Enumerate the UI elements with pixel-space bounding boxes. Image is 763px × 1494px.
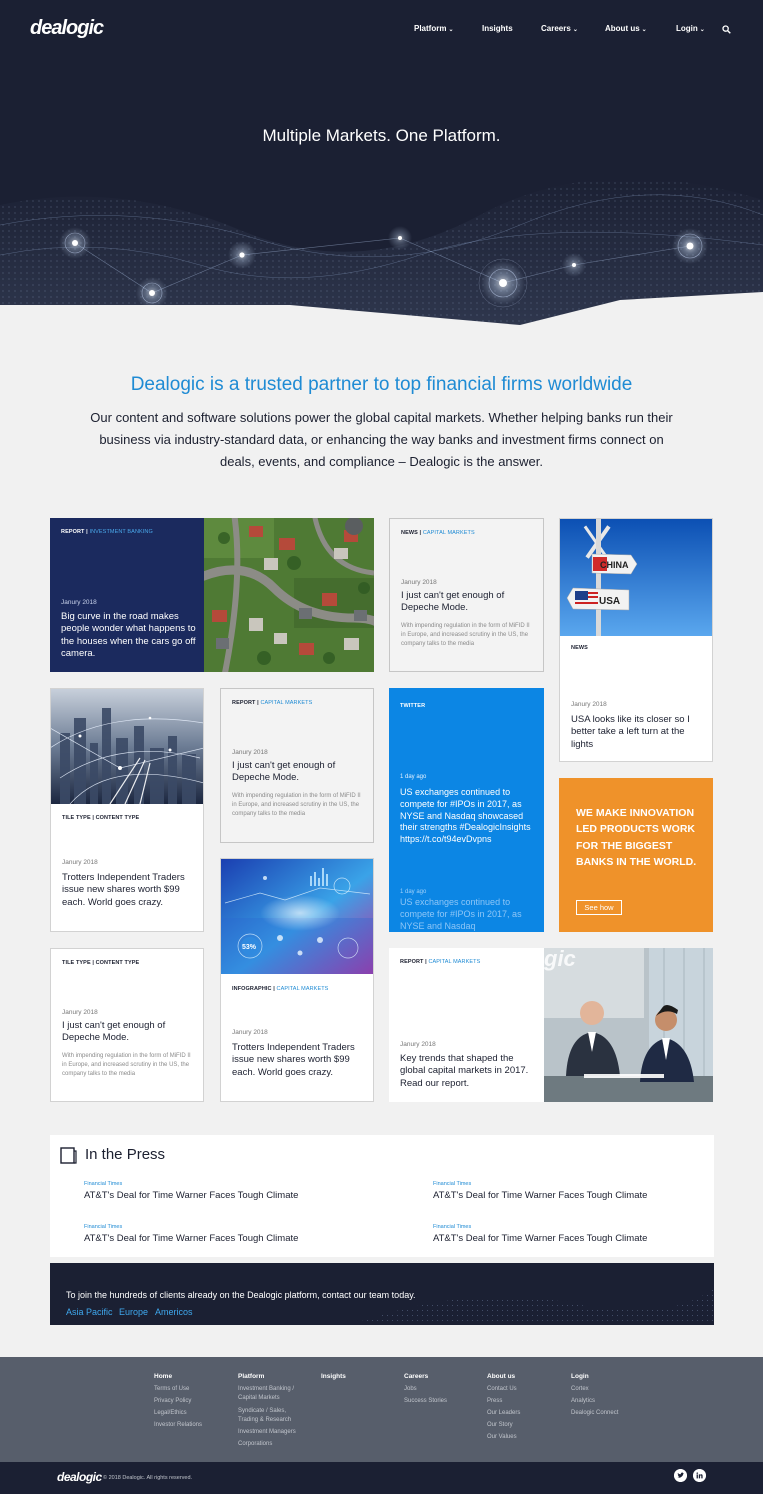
tile-infographic[interactable]: [220, 858, 374, 1102]
footer-link[interactable]: Privacy Policy: [154, 1398, 192, 1404]
tile-date: Janury 2018: [400, 1041, 436, 1048]
press-title: In the Press: [85, 1146, 166, 1163]
infographic-badge: 53%: [242, 944, 257, 951]
tweet-text: US exchanges continued to compete for #IPOs in 2017, as NYSE and Nasdaq: [400, 897, 522, 931]
chevron-down-icon: ⌄: [448, 27, 454, 33]
infographic-photo: [220, 858, 374, 974]
chevron-down-icon: ⌄: [572, 27, 578, 33]
tile-headline: I just can't get enough of Depeche Mode.: [401, 590, 505, 614]
press-headline-link[interactable]: AT&T's Deal for Time Warner Faces Tough Climate: [84, 1190, 299, 1201]
tweet-time: 1 day ago: [400, 889, 427, 895]
footer-link[interactable]: Jobs: [404, 1386, 417, 1392]
newspaper-icon: [60, 1147, 77, 1164]
tile-headline: Key trends that shaped the global capital markets in 2017. Read our report.: [400, 1053, 529, 1089]
chevron-down-icon: ⌄: [699, 27, 705, 33]
press-source: Financial Times: [433, 1224, 472, 1230]
footer-heading-platform[interactable]: Platform: [238, 1373, 265, 1380]
tagline: Dealogic is a trusted partner to top financial firms worldwide: [130, 374, 633, 395]
footer-link[interactable]: Trading & Research: [238, 1417, 292, 1423]
tile-date: Janury 2018: [61, 599, 97, 606]
footer-link[interactable]: Success Stories: [404, 1398, 448, 1404]
tile-summary: With impending regulation in the form of MiFID II in Europe, and increased scrutiny in the US, the company talks to the media: [62, 1053, 191, 1078]
city-network-photo: [50, 688, 204, 804]
office-people-photo: [544, 948, 713, 1102]
footer: [0, 1357, 763, 1462]
tile-date: Janury 2018: [401, 579, 437, 586]
footer-logo[interactable]: dealogic: [57, 1470, 102, 1484]
hero-banner: [0, 0, 763, 325]
footer-link[interactable]: Cortex: [571, 1386, 589, 1392]
tile-date: Janury 2018: [232, 749, 268, 756]
tweet-text: US exchanges continued to compete for #IPOs in 2017, as NYSE and Nasdaq showcased their strengths #DealogicInsights https://t.co/t94evDvpns: [400, 787, 531, 845]
tile-report-key-trends[interactable]: [389, 948, 713, 1102]
footer-link[interactable]: Investment Managers: [238, 1429, 296, 1435]
tile-twitter[interactable]: [389, 688, 544, 932]
footer-link[interactable]: Our Story: [487, 1422, 513, 1428]
tile-news-usa-china[interactable]: [559, 518, 713, 762]
footer-link[interactable]: Corporations: [238, 1441, 273, 1447]
twitter-icon[interactable]: [674, 1469, 687, 1482]
footer-heading-about-us[interactable]: About us: [487, 1373, 516, 1380]
chevron-down-icon: ⌄: [641, 27, 647, 33]
footer-link[interactable]: Our Values: [487, 1434, 517, 1440]
press-headline-link[interactable]: AT&T's Deal for Time Warner Faces Tough Climate: [433, 1190, 648, 1201]
footer-link[interactable]: Syndicate / Sales,: [238, 1408, 287, 1414]
tile-label: TWITTER: [400, 703, 426, 709]
footer-link[interactable]: Investor Relations: [154, 1422, 203, 1428]
nav-login[interactable]: Login ⌄: [676, 24, 705, 33]
footer-heading-careers[interactable]: Careers: [404, 1373, 429, 1380]
footer-heading-login[interactable]: Login: [571, 1373, 589, 1380]
footer-bottom-bar: [0, 1462, 763, 1494]
footer-heading-insights[interactable]: Insights: [321, 1373, 346, 1380]
region-link-europe[interactable]: Europe: [119, 1307, 149, 1317]
tile-label: REPORT | INVESTMENT BANKING: [61, 529, 153, 535]
dealogic-logo[interactable]: dealogic: [30, 17, 104, 39]
press-source: Financial Times: [84, 1224, 123, 1230]
press-source: Financial Times: [84, 1181, 123, 1187]
nav-platform[interactable]: Platform ⌄: [414, 24, 454, 33]
footer-link[interactable]: Terms of Use: [154, 1386, 190, 1392]
hero-title: Multiple Markets. One Platform.: [262, 126, 501, 145]
tile-headline: I just can't get enough of Depeche Mode.: [62, 1020, 166, 1044]
footer-link[interactable]: Dealogic Connect: [571, 1410, 619, 1416]
nav-about-us[interactable]: About us ⌄: [605, 24, 647, 33]
footer-link[interactable]: Capital Markets: [238, 1395, 280, 1401]
tile-city-network[interactable]: [50, 688, 204, 932]
tile-date: Janury 2018: [571, 701, 607, 708]
tile-headline: Big curve in the road makes people wonder what happens to the houses when the cars go off camera.: [61, 611, 196, 660]
tile-headline: Trotters Independent Traders issue new shares worth $99 each. World goes crazy.: [62, 872, 185, 908]
footer-heading-home[interactable]: Home: [154, 1373, 173, 1380]
signpost-photo: [559, 518, 713, 636]
tile-report-investment-banking[interactable]: [50, 518, 374, 672]
tile-label: INFOGRAPHIC | CAPITAL MARKETS: [232, 986, 329, 992]
network-graphic: [0, 0, 763, 325]
region-link-asia-pacific[interactable]: Asia Pacific: [66, 1307, 113, 1317]
tile-date: Janury 2018: [62, 1009, 98, 1016]
nav-insights[interactable]: Insights: [482, 24, 513, 33]
press-source: Financial Times: [433, 1181, 472, 1187]
tile-date: Janury 2018: [62, 859, 98, 866]
copyright: © 2018 Dealogic. All rights reserved.: [103, 1475, 193, 1481]
contact-text: To join the hundreds of clients already on the Dealogic platform, contact our team today.: [66, 1290, 416, 1300]
tile-headline: USA looks like its closer so I better take a left turn at the lights: [571, 714, 690, 750]
contact-banner: [50, 1263, 714, 1325]
tile-label: REPORT | CAPITAL MARKETS: [400, 959, 481, 965]
footer-link[interactable]: Our Leaders: [487, 1410, 521, 1416]
footer-link[interactable]: Contact Us: [487, 1386, 517, 1392]
nav-careers[interactable]: Careers ⌄: [541, 24, 578, 33]
tile-label: NEWS: [571, 645, 588, 651]
tweet-time: 1 day ago: [400, 774, 427, 780]
aerial-suburb-photo: [204, 518, 374, 672]
intro-text: Our content and software solutions power the global capital markets. Whether helping banks run their business via industry-standard data, or enhancing the way banks and investment firms connect on deals, events, and compliance – Dealogic is the answer.: [90, 410, 673, 469]
footer-link[interactable]: Analytics: [571, 1398, 596, 1404]
footer-link[interactable]: Legal/Ethics: [154, 1410, 187, 1416]
tile-date: Janury 2018: [232, 1029, 268, 1036]
promo-headline: WE MAKE INNOVATION LED PRODUCTS WORK FOR THE BIGGEST BANKS IN THE WORLD.: [576, 807, 697, 869]
search-icon[interactable]: [722, 25, 731, 34]
sign-china-text: CHINA: [600, 560, 629, 570]
press-headline-link[interactable]: AT&T's Deal for Time Warner Faces Tough Climate: [433, 1233, 648, 1244]
see-how-button[interactable]: See how: [576, 900, 622, 915]
tile-label: REPORT | CAPITAL MARKETS: [232, 700, 313, 706]
tile-headline: Trotters Independent Traders issue new shares worth $99 each. World goes crazy.: [232, 1042, 355, 1078]
wall-logo-text: gic: [544, 948, 576, 971]
tile-summary: With impending regulation in the form of MiFID II in Europe, and increased scrutiny in the US, the company talks to the media: [232, 793, 361, 818]
tile-promo-orange: [559, 778, 713, 932]
tile-summary: With impending regulation in the form of MiFID II in Europe, and increased scrutiny in the US, the company talks to the media: [401, 623, 530, 648]
tile-news-capital-markets[interactable]: [389, 518, 544, 672]
tile-headline: I just can't get enough of Depeche Mode.: [232, 760, 336, 784]
tile-report-capital-markets[interactable]: [220, 688, 374, 843]
press-headline-link[interactable]: AT&T's Deal for Time Warner Faces Tough Climate: [84, 1233, 299, 1244]
region-link-americas[interactable]: Americos: [155, 1307, 193, 1317]
tile-label: NEWS | CAPITAL MARKETS: [401, 530, 475, 536]
press-section: [50, 1135, 714, 1257]
tile-label: TILE TYPE | CONTENT TYPE: [62, 960, 140, 966]
tile-content-type[interactable]: [50, 948, 204, 1102]
sign-usa-text: USA: [599, 596, 621, 607]
tile-label: TILE TYPE | CONTENT TYPE: [62, 815, 140, 821]
footer-link[interactable]: Investment Banking /: [238, 1386, 295, 1392]
linkedin-icon[interactable]: [693, 1469, 706, 1482]
footer-link[interactable]: Press: [487, 1398, 503, 1404]
